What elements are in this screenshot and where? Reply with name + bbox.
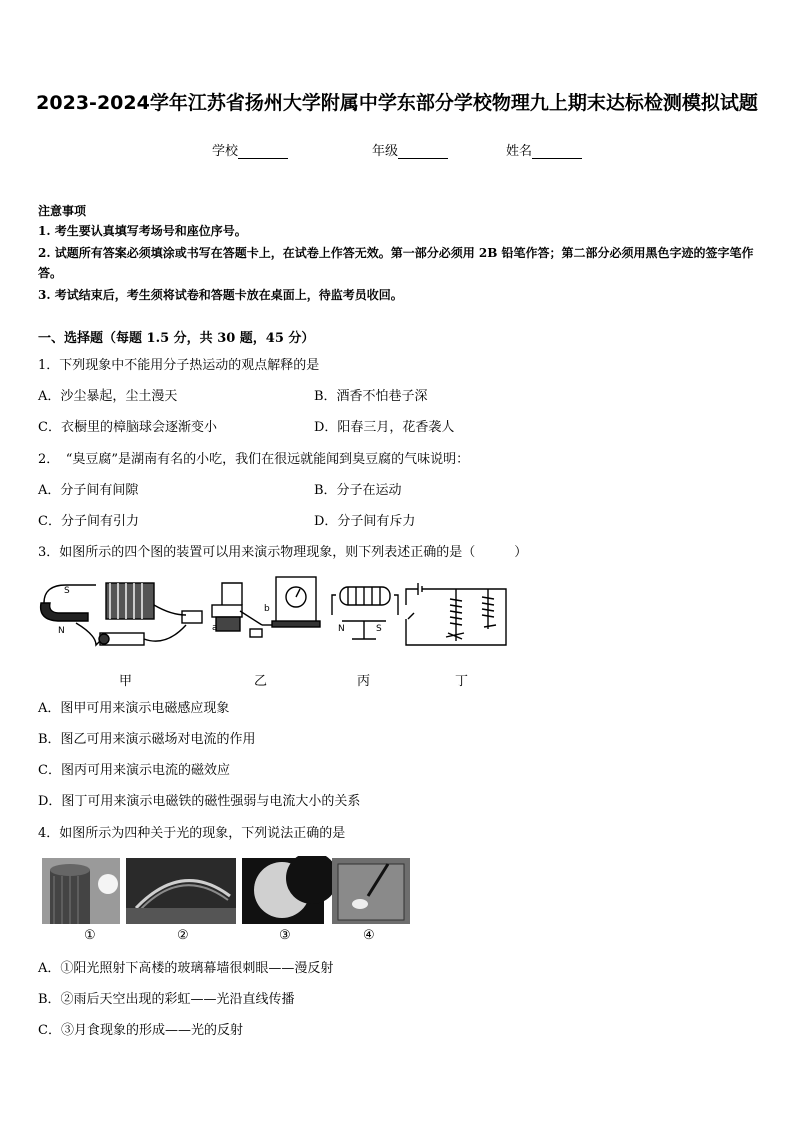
name-label: 姓名 — [506, 144, 533, 159]
q2-option-a: A．分子间有间隙 — [38, 483, 139, 498]
q4-stem: 4．如图所示为四种关于光的现象，下列说法正确的是 — [38, 826, 346, 841]
grade-field — [372, 140, 448, 159]
q2-option-b: B．分子在运动 — [314, 483, 402, 498]
q3-option-a: A．图甲可用来演示电磁感应现象 — [38, 701, 230, 716]
q3-fig-label-ding: 丁 — [455, 674, 469, 689]
section-heading: 一、选择题（每题 1.5 分，共 30 题，45 分） — [38, 331, 315, 346]
q3-fig-label-yi: 乙 — [254, 674, 268, 689]
q4-option-a: A．①阳光照射下高楼的玻璃幕墙很刺眼——漫反射 — [38, 961, 334, 976]
note-item-1: 1. 考生要认真填写考场号和座位序号。 — [38, 224, 247, 238]
q2-stem: 2． “臭豆腐”是湖南有名的小吃，我们在很远就能闻到臭豆腐的气味说明： — [38, 452, 470, 467]
q2-option-d: D．分子间有斥力 — [314, 514, 416, 529]
svg-text:S: S — [376, 624, 382, 634]
q4-photo-label-4: ④ — [363, 928, 375, 943]
name-blank — [532, 146, 582, 159]
q1-option-a: A．沙尘暴起，尘土漫天 — [38, 389, 178, 404]
q4-photo-strip — [42, 856, 410, 928]
svg-text:b: b — [264, 604, 270, 614]
svg-text:a: a — [212, 623, 218, 633]
grade-blank — [398, 146, 448, 159]
q1-option-b: B．酒香不怕巷子深 — [314, 389, 428, 404]
note-item-3: 3. 考试结束后，考生须将试卷和答题卡放在桌面上，待监考员收回。 — [38, 288, 403, 302]
q4-option-b: B．②雨后天空出现的彩虹——光沿直线传播 — [38, 992, 295, 1007]
q1-stem: 1．下列现象中不能用分子热运动的观点解释的是 — [38, 358, 320, 373]
q3-stem: 3．如图所示的四个图的装置可以用来演示物理现象，则下列表述正确的是（ ） — [38, 545, 528, 560]
school-field — [212, 140, 288, 159]
q2-option-c: C．分子间有引力 — [38, 514, 139, 529]
svg-text:N: N — [58, 626, 65, 636]
q3-figure-apparatus — [36, 575, 516, 667]
q3-fig-label-bing: 丙 — [357, 674, 371, 689]
q3-fig-label-jia: 甲 — [119, 674, 133, 689]
svg-text:S: S — [64, 586, 70, 596]
q3-option-d: D．图丁可用来演示电磁铁的磁性强弱与电流大小的关系 — [38, 794, 361, 809]
q3-option-c: C．图丙可用来演示电流的磁效应 — [38, 763, 230, 778]
q1-option-c: C．衣橱里的樟脑球会逐渐变小 — [38, 420, 217, 435]
page-title: 2023-2024学年江苏省扬州大学附属中学东部分学校物理九上期末达标检测模拟试题 — [36, 92, 758, 114]
school-label: 学校 — [212, 144, 239, 159]
q4-photo-label-3: ③ — [279, 928, 291, 943]
school-blank — [238, 146, 288, 159]
q1-option-d: D．阳春三月，花香袭人 — [314, 420, 455, 435]
name-field — [506, 140, 582, 159]
notes-heading: 注意事项 — [38, 204, 87, 218]
note-item-2: 2. 试题所有答案必须填涂或书写在答题卡上，在试卷上作答无效。第一部分必须用 2B 铅笔作答；第二部分必须用黑色字迹的签字笔作答。 — [38, 246, 754, 280]
svg-text:N: N — [338, 624, 345, 634]
q3-option-b: B．图乙可用来演示磁场对电流的作用 — [38, 732, 256, 747]
grade-label: 年级 — [372, 144, 399, 159]
q4-photo-label-1: ① — [84, 928, 96, 943]
q4-option-c: C．③月食现象的形成——光的反射 — [38, 1023, 243, 1038]
q4-photo-label-2: ② — [177, 928, 189, 943]
